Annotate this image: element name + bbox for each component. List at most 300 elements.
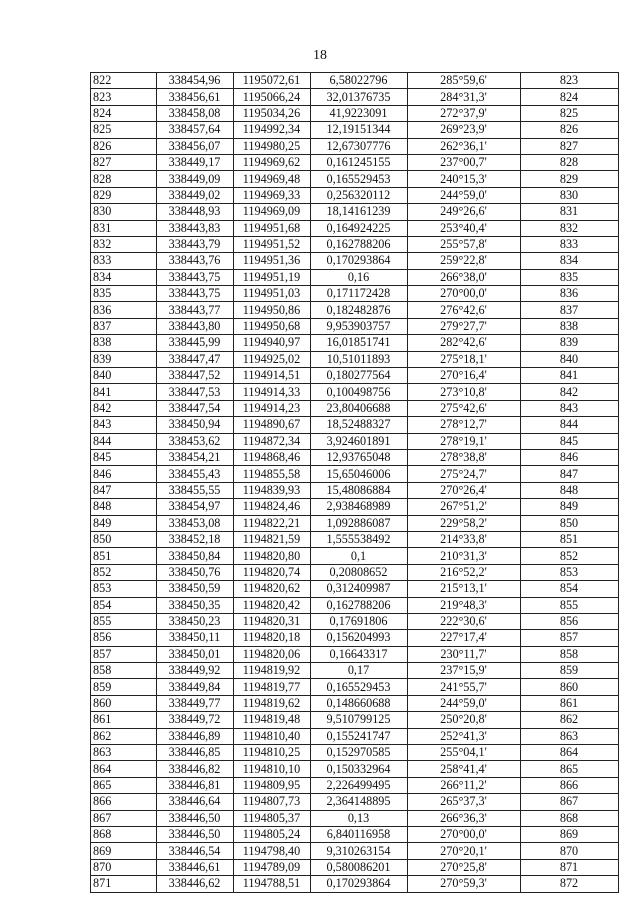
next-point-cell: 867 [521, 794, 619, 810]
distance-cell: 0,16 [311, 269, 408, 285]
next-point-cell: 831 [521, 204, 619, 220]
y-coordinate-cell: 1194890,67 [234, 417, 311, 433]
direction-angle-cell: 278°38,8' [408, 449, 521, 465]
point-number-cell: 853 [91, 581, 157, 597]
x-coordinate-cell: 338443,75 [157, 286, 234, 302]
x-coordinate-cell: 338450,01 [157, 646, 234, 662]
next-point-cell: 851 [521, 531, 619, 547]
next-point-cell: 841 [521, 368, 619, 384]
distance-cell: 18,14161239 [311, 204, 408, 220]
point-number-cell: 861 [91, 712, 157, 728]
x-coordinate-cell: 338446,64 [157, 794, 234, 810]
point-number-cell: 855 [91, 613, 157, 629]
x-coordinate-cell: 338449,92 [157, 663, 234, 679]
y-coordinate-cell: 1194868,46 [234, 449, 311, 465]
table-row [91, 318, 619, 334]
direction-angle-cell: 276°42,6' [408, 302, 521, 318]
next-point-cell: 850 [521, 515, 619, 531]
next-point-cell: 830 [521, 187, 619, 203]
direction-angle-cell: 214°33,8' [408, 531, 521, 547]
table-row [91, 286, 619, 302]
y-coordinate-cell: 1194798,40 [234, 843, 311, 859]
table-row [91, 876, 619, 892]
direction-angle-cell: 230°11,7' [408, 646, 521, 662]
y-coordinate-cell: 1194951,19 [234, 269, 311, 285]
direction-angle-cell: 270°25,8' [408, 859, 521, 875]
direction-angle-cell: 266°38,0' [408, 269, 521, 285]
next-point-cell: 862 [521, 712, 619, 728]
point-number-cell: 862 [91, 728, 157, 744]
x-coordinate-cell: 338450,23 [157, 613, 234, 629]
next-point-cell: 859 [521, 663, 619, 679]
point-number-cell: 846 [91, 466, 157, 482]
table-row [91, 236, 619, 252]
point-number-cell: 823 [91, 89, 157, 105]
x-coordinate-cell: 338446,50 [157, 826, 234, 842]
point-number-cell: 864 [91, 761, 157, 777]
next-point-cell: 853 [521, 564, 619, 580]
y-coordinate-cell: 1194951,68 [234, 220, 311, 236]
direction-angle-cell: 266°36,3' [408, 810, 521, 826]
y-coordinate-cell: 1194822,21 [234, 515, 311, 531]
point-number-cell: 839 [91, 351, 157, 367]
y-coordinate-cell: 1195072,61 [234, 73, 311, 89]
direction-angle-cell: 240°15,3' [408, 171, 521, 187]
next-point-cell: 854 [521, 581, 619, 597]
x-coordinate-cell: 338446,85 [157, 745, 234, 761]
y-coordinate-cell: 1194821,59 [234, 531, 311, 547]
table-row [91, 646, 619, 662]
point-number-cell: 849 [91, 515, 157, 531]
direction-angle-cell: 258°41,4' [408, 761, 521, 777]
distance-cell: 0,171172428 [311, 286, 408, 302]
table-row [91, 154, 619, 170]
x-coordinate-cell: 338443,75 [157, 269, 234, 285]
x-coordinate-cell: 338453,08 [157, 515, 234, 531]
next-point-cell: 868 [521, 810, 619, 826]
direction-angle-cell: 237°15,9' [408, 663, 521, 679]
table-row [91, 499, 619, 515]
direction-angle-cell: 284°31,3' [408, 89, 521, 105]
point-number-cell: 847 [91, 482, 157, 498]
table-row [91, 712, 619, 728]
table-row [91, 695, 619, 711]
x-coordinate-cell: 338456,07 [157, 138, 234, 154]
direction-angle-cell: 255°57,8' [408, 236, 521, 252]
distance-cell: 0,16643317 [311, 646, 408, 662]
next-point-cell: 845 [521, 433, 619, 449]
x-coordinate-cell: 338448,93 [157, 204, 234, 220]
direction-angle-cell: 272°37,9' [408, 105, 521, 121]
table-row [91, 122, 619, 138]
distance-cell: 0,164924225 [311, 220, 408, 236]
y-coordinate-cell: 1194820,06 [234, 646, 311, 662]
x-coordinate-cell: 338450,76 [157, 564, 234, 580]
x-coordinate-cell: 338449,84 [157, 679, 234, 695]
next-point-cell: 843 [521, 400, 619, 416]
page-number: 18 [313, 48, 327, 63]
x-coordinate-cell: 338443,83 [157, 220, 234, 236]
table-row [91, 138, 619, 154]
direction-angle-cell: 285°59,6' [408, 73, 521, 89]
direction-angle-cell: 269°23,9' [408, 122, 521, 138]
distance-cell: 12,19151344 [311, 122, 408, 138]
table-row [91, 728, 619, 744]
distance-cell: 18,52488327 [311, 417, 408, 433]
direction-angle-cell: 278°19,1' [408, 433, 521, 449]
table-row [91, 269, 619, 285]
table-row [91, 515, 619, 531]
direction-angle-cell: 219°48,3' [408, 597, 521, 613]
distance-cell: 0,100498756 [311, 384, 408, 400]
point-number-cell: 827 [91, 154, 157, 170]
distance-cell: 23,80406688 [311, 400, 408, 416]
y-coordinate-cell: 1194810,40 [234, 728, 311, 744]
point-number-cell: 833 [91, 253, 157, 269]
y-coordinate-cell: 1194969,33 [234, 187, 311, 203]
y-coordinate-cell: 1195034,26 [234, 105, 311, 121]
table-row [91, 531, 619, 547]
direction-angle-cell: 270°00,0' [408, 286, 521, 302]
y-coordinate-cell: 1194980,25 [234, 138, 311, 154]
table-row [91, 73, 619, 89]
point-number-cell: 860 [91, 695, 157, 711]
point-number-cell: 867 [91, 810, 157, 826]
next-point-cell: 839 [521, 335, 619, 351]
x-coordinate-cell: 338457,64 [157, 122, 234, 138]
distance-cell: 0,161245155 [311, 154, 408, 170]
direction-angle-cell: 215°13,1' [408, 581, 521, 597]
point-number-cell: 837 [91, 318, 157, 334]
distance-cell: 0,162788206 [311, 236, 408, 252]
next-point-cell: 824 [521, 89, 619, 105]
x-coordinate-cell: 338443,79 [157, 236, 234, 252]
point-number-cell: 863 [91, 745, 157, 761]
next-point-cell: 847 [521, 466, 619, 482]
next-point-cell: 834 [521, 253, 619, 269]
point-number-cell: 841 [91, 384, 157, 400]
x-coordinate-cell: 338450,11 [157, 630, 234, 646]
next-point-cell: 825 [521, 105, 619, 121]
direction-angle-cell: 265°37,3' [408, 794, 521, 810]
distance-cell: 0,20808652 [311, 564, 408, 580]
y-coordinate-cell: 1194805,24 [234, 826, 311, 842]
direction-angle-cell: 244°59,0' [408, 695, 521, 711]
distance-cell: 0,17691806 [311, 613, 408, 629]
table-row [91, 581, 619, 597]
point-number-cell: 831 [91, 220, 157, 236]
y-coordinate-cell: 1194855,58 [234, 466, 311, 482]
y-coordinate-cell: 1194839,93 [234, 482, 311, 498]
point-number-cell: 843 [91, 417, 157, 433]
x-coordinate-cell: 338449,09 [157, 171, 234, 187]
table-row [91, 826, 619, 842]
distance-cell: 32,01376735 [311, 89, 408, 105]
direction-angle-cell: 253°40,4' [408, 220, 521, 236]
x-coordinate-cell: 338446,62 [157, 876, 234, 892]
x-coordinate-cell: 338453,62 [157, 433, 234, 449]
coordinate-table [90, 72, 619, 893]
point-number-cell: 844 [91, 433, 157, 449]
distance-cell: 0,182482876 [311, 302, 408, 318]
x-coordinate-cell: 338452,18 [157, 531, 234, 547]
x-coordinate-cell: 338450,84 [157, 548, 234, 564]
next-point-cell: 870 [521, 843, 619, 859]
point-number-cell: 851 [91, 548, 157, 564]
table-row [91, 204, 619, 220]
x-coordinate-cell: 338446,50 [157, 810, 234, 826]
y-coordinate-cell: 1194819,62 [234, 695, 311, 711]
y-coordinate-cell: 1194951,36 [234, 253, 311, 269]
point-number-cell: 859 [91, 679, 157, 695]
direction-angle-cell: 237°00,7' [408, 154, 521, 170]
direction-angle-cell: 282°42,6' [408, 335, 521, 351]
distance-cell: 15,48086884 [311, 482, 408, 498]
direction-angle-cell: 279°27,7' [408, 318, 521, 334]
table-row [91, 335, 619, 351]
distance-cell: 0,17 [311, 663, 408, 679]
x-coordinate-cell: 338447,52 [157, 368, 234, 384]
point-number-cell: 824 [91, 105, 157, 121]
direction-angle-cell: 270°00,0' [408, 826, 521, 842]
point-number-cell: 869 [91, 843, 157, 859]
table-row [91, 417, 619, 433]
y-coordinate-cell: 1194807,73 [234, 794, 311, 810]
next-point-cell: 855 [521, 597, 619, 613]
point-number-cell: 825 [91, 122, 157, 138]
direction-angle-cell: 270°59,3' [408, 876, 521, 892]
distance-cell: 0,170293864 [311, 876, 408, 892]
point-number-cell: 838 [91, 335, 157, 351]
table-row [91, 745, 619, 761]
x-coordinate-cell: 338443,80 [157, 318, 234, 334]
next-point-cell: 835 [521, 269, 619, 285]
next-point-cell: 836 [521, 286, 619, 302]
point-number-cell: 852 [91, 564, 157, 580]
table-row [91, 400, 619, 416]
x-coordinate-cell: 338450,35 [157, 597, 234, 613]
next-point-cell: 840 [521, 351, 619, 367]
next-point-cell: 857 [521, 630, 619, 646]
point-number-cell: 826 [91, 138, 157, 154]
y-coordinate-cell: 1194824,46 [234, 499, 311, 515]
next-point-cell: 829 [521, 171, 619, 187]
table-row [91, 302, 619, 318]
y-coordinate-cell: 1194820,74 [234, 564, 311, 580]
table-row [91, 564, 619, 580]
direction-angle-cell: 249°26,6' [408, 204, 521, 220]
distance-cell: 12,67307776 [311, 138, 408, 154]
point-number-cell: 857 [91, 646, 157, 662]
y-coordinate-cell: 1194914,23 [234, 400, 311, 416]
x-coordinate-cell: 338455,55 [157, 482, 234, 498]
x-coordinate-cell: 338446,81 [157, 777, 234, 793]
direction-angle-cell: 275°24,7' [408, 466, 521, 482]
table-row [91, 433, 619, 449]
x-coordinate-cell: 338450,94 [157, 417, 234, 433]
table-row [91, 482, 619, 498]
y-coordinate-cell: 1194914,51 [234, 368, 311, 384]
table-row [91, 220, 619, 236]
y-coordinate-cell: 1194969,62 [234, 154, 311, 170]
next-point-cell: 832 [521, 220, 619, 236]
distance-cell: 16,01851741 [311, 335, 408, 351]
y-coordinate-cell: 1194951,52 [234, 236, 311, 252]
y-coordinate-cell: 1194940,97 [234, 335, 311, 351]
next-point-cell: 852 [521, 548, 619, 564]
next-point-cell: 860 [521, 679, 619, 695]
table-row [91, 449, 619, 465]
x-coordinate-cell: 338456,61 [157, 89, 234, 105]
next-point-cell: 856 [521, 613, 619, 629]
point-number-cell: 830 [91, 204, 157, 220]
next-point-cell: 844 [521, 417, 619, 433]
distance-cell: 9,953903757 [311, 318, 408, 334]
distance-cell: 0,165529453 [311, 171, 408, 187]
table-row [91, 679, 619, 695]
distance-cell: 0,13 [311, 810, 408, 826]
point-number-cell: 842 [91, 400, 157, 416]
distance-cell: 0,152970585 [311, 745, 408, 761]
distance-cell: 0,148660688 [311, 695, 408, 711]
distance-cell: 2,364148895 [311, 794, 408, 810]
point-number-cell: 834 [91, 269, 157, 285]
distance-cell: 0,162788206 [311, 597, 408, 613]
distance-cell: 1,092886087 [311, 515, 408, 531]
table-row [91, 597, 619, 613]
y-coordinate-cell: 1194950,86 [234, 302, 311, 318]
next-point-cell: 871 [521, 859, 619, 875]
x-coordinate-cell: 338443,77 [157, 302, 234, 318]
direction-angle-cell: 216°52,2' [408, 564, 521, 580]
y-coordinate-cell: 1194969,48 [234, 171, 311, 187]
table-row [91, 777, 619, 793]
table-row [91, 843, 619, 859]
x-coordinate-cell: 338443,76 [157, 253, 234, 269]
next-point-cell: 872 [521, 876, 619, 892]
y-coordinate-cell: 1194820,31 [234, 613, 311, 629]
next-point-cell: 849 [521, 499, 619, 515]
distance-cell: 6,840116958 [311, 826, 408, 842]
x-coordinate-cell: 338449,77 [157, 695, 234, 711]
x-coordinate-cell: 338458,08 [157, 105, 234, 121]
x-coordinate-cell: 338449,72 [157, 712, 234, 728]
y-coordinate-cell: 1194820,80 [234, 548, 311, 564]
x-coordinate-cell: 338449,02 [157, 187, 234, 203]
next-point-cell: 861 [521, 695, 619, 711]
x-coordinate-cell: 338446,82 [157, 761, 234, 777]
point-number-cell: 848 [91, 499, 157, 515]
next-point-cell: 826 [521, 122, 619, 138]
direction-angle-cell: 255°04,1' [408, 745, 521, 761]
distance-cell: 0,180277564 [311, 368, 408, 384]
next-point-cell: 866 [521, 777, 619, 793]
direction-angle-cell: 270°20,1' [408, 843, 521, 859]
y-coordinate-cell: 1194788,51 [234, 876, 311, 892]
x-coordinate-cell: 338454,97 [157, 499, 234, 515]
y-coordinate-cell: 1194914,33 [234, 384, 311, 400]
y-coordinate-cell: 1194819,92 [234, 663, 311, 679]
distance-cell: 6,58022796 [311, 73, 408, 89]
distance-cell: 2,938468989 [311, 499, 408, 515]
distance-cell: 0,312409987 [311, 581, 408, 597]
distance-cell: 0,170293864 [311, 253, 408, 269]
point-number-cell: 840 [91, 368, 157, 384]
point-number-cell: 835 [91, 286, 157, 302]
next-point-cell: 846 [521, 449, 619, 465]
y-coordinate-cell: 1195066,24 [234, 89, 311, 105]
next-point-cell: 848 [521, 482, 619, 498]
next-point-cell: 858 [521, 646, 619, 662]
point-number-cell: 845 [91, 449, 157, 465]
x-coordinate-cell: 338447,53 [157, 384, 234, 400]
table-row [91, 613, 619, 629]
table-row [91, 810, 619, 826]
point-number-cell: 866 [91, 794, 157, 810]
table-row [91, 859, 619, 875]
next-point-cell: 842 [521, 384, 619, 400]
x-coordinate-cell: 338450,59 [157, 581, 234, 597]
table-row [91, 466, 619, 482]
distance-cell: 0,1 [311, 548, 408, 564]
point-number-cell: 868 [91, 826, 157, 842]
next-point-cell: 828 [521, 154, 619, 170]
y-coordinate-cell: 1194951,03 [234, 286, 311, 302]
next-point-cell: 823 [521, 73, 619, 89]
point-number-cell: 832 [91, 236, 157, 252]
distance-cell: 12,93765048 [311, 449, 408, 465]
point-number-cell: 871 [91, 876, 157, 892]
next-point-cell: 833 [521, 236, 619, 252]
direction-angle-cell: 275°42,6' [408, 400, 521, 416]
x-coordinate-cell: 338447,47 [157, 351, 234, 367]
next-point-cell: 864 [521, 745, 619, 761]
direction-angle-cell: 266°11,2' [408, 777, 521, 793]
x-coordinate-cell: 338446,54 [157, 843, 234, 859]
direction-angle-cell: 273°10,8' [408, 384, 521, 400]
table-row [91, 253, 619, 269]
point-number-cell: 870 [91, 859, 157, 875]
table-row [91, 105, 619, 121]
distance-cell: 3,924601891 [311, 433, 408, 449]
distance-cell: 9,310263154 [311, 843, 408, 859]
direction-angle-cell: 222°30,6' [408, 613, 521, 629]
y-coordinate-cell: 1194809,95 [234, 777, 311, 793]
direction-angle-cell: 262°36,1' [408, 138, 521, 154]
point-number-cell: 854 [91, 597, 157, 613]
table-row [91, 794, 619, 810]
point-number-cell: 828 [91, 171, 157, 187]
coordinate-table-body [91, 73, 619, 893]
x-coordinate-cell: 338455,43 [157, 466, 234, 482]
y-coordinate-cell: 1194925,02 [234, 351, 311, 367]
distance-cell: 0,150332964 [311, 761, 408, 777]
y-coordinate-cell: 1194789,09 [234, 859, 311, 875]
next-point-cell: 837 [521, 302, 619, 318]
y-coordinate-cell: 1194992,34 [234, 122, 311, 138]
next-point-cell: 869 [521, 826, 619, 842]
table-row [91, 368, 619, 384]
y-coordinate-cell: 1194820,18 [234, 630, 311, 646]
table-row [91, 171, 619, 187]
table-row [91, 351, 619, 367]
point-number-cell: 822 [91, 73, 157, 89]
distance-cell: 10,51011893 [311, 351, 408, 367]
table-row [91, 384, 619, 400]
distance-cell: 0,156204993 [311, 630, 408, 646]
x-coordinate-cell: 338447,54 [157, 400, 234, 416]
direction-angle-cell: 250°20,8' [408, 712, 521, 728]
